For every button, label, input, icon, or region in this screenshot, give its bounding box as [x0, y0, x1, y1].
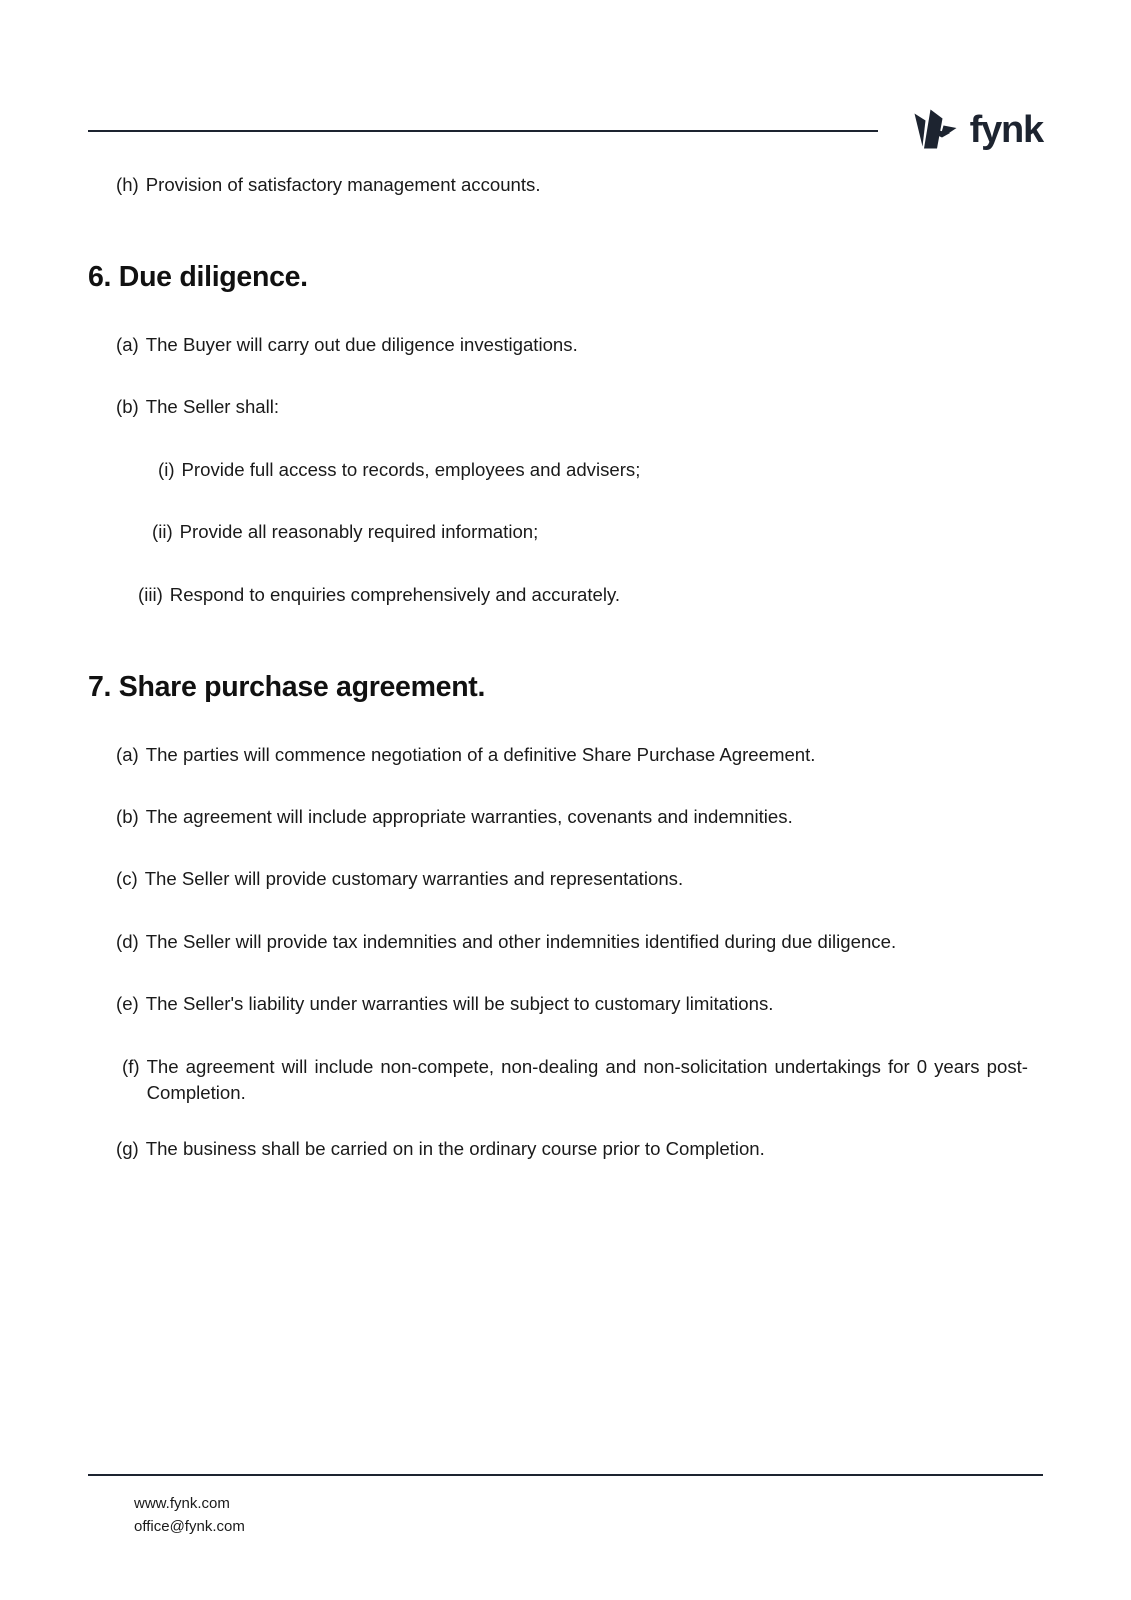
- clause-marker: (b): [116, 396, 139, 418]
- clause-7d: [88, 929, 1028, 955]
- clause-marker: (e): [116, 993, 139, 1015]
- clause-marker: (g): [116, 1138, 139, 1160]
- spacer: [88, 1106, 1028, 1136]
- clause-marker: (iii): [138, 583, 163, 605]
- clause-marker: (i): [158, 458, 175, 480]
- spacer: [88, 358, 1028, 394]
- clause-text: The Seller will provide tax indemnities and other indemnities identified during due diligence.: [145, 930, 897, 952]
- spacer: [88, 893, 1028, 929]
- spacer: [88, 483, 1028, 519]
- subclause-6b-iii: [88, 582, 1028, 608]
- spacer: [88, 421, 1028, 457]
- spacer: [88, 1018, 1028, 1054]
- spacer: [88, 955, 1028, 991]
- page-header: [88, 100, 1043, 160]
- spacer: [88, 768, 1028, 804]
- clause-marker: (d): [116, 930, 139, 952]
- clause-text: The Buyer will carry out due diligence investigations.: [145, 334, 578, 356]
- clause-6b: [88, 394, 1028, 420]
- clause-text: The Seller's liability under warranties will be subject to customary limitations.: [145, 993, 774, 1015]
- spacer: [88, 296, 1028, 332]
- subclause-6b-i: [88, 457, 1028, 483]
- footer-website[interactable]: www.fynk.com: [134, 1495, 230, 1512]
- clause-7g: [88, 1136, 1028, 1162]
- clause-text: Respond to enquiries comprehensively and accurately.: [169, 583, 621, 605]
- footer-divider: [88, 1474, 1043, 1476]
- subclause-6b-ii: [88, 519, 1028, 545]
- spacer: [88, 546, 1028, 582]
- clause-7f: [88, 1054, 1028, 1107]
- footer-contact: [88, 1493, 1043, 1538]
- spacer: [88, 706, 1028, 742]
- spacer: [88, 830, 1028, 866]
- clause-marker: (c): [116, 868, 138, 890]
- clause-text: Provision of satisfactory management accounts.: [145, 174, 541, 195]
- clause-text: Provide full access to records, employees and advisers;: [181, 458, 641, 480]
- footer-email[interactable]: office@fynk.com: [134, 1517, 245, 1535]
- fynk-origami-bird-logo-icon: [906, 107, 960, 153]
- clause-text: The Seller shall:: [145, 396, 280, 418]
- clause-text: The business shall be carried on in the ordinary course prior to Completion.: [145, 1138, 765, 1160]
- clause-7b: [88, 804, 1028, 830]
- clause-7a: [88, 742, 1028, 768]
- section-heading-6: 6. Due diligence.: [88, 261, 308, 294]
- clause-marker: (a): [116, 334, 139, 356]
- document-body: [88, 172, 1028, 1163]
- spacer: [88, 608, 1028, 670]
- clause-marker: (a): [116, 743, 139, 765]
- clause-text: The agreement will include appropriate warranties, covenants and indemnities.: [145, 805, 793, 827]
- clause-text: Provide all reasonably required information;: [179, 521, 539, 543]
- brand-name: fynk: [969, 109, 1043, 151]
- clause-marker: (h): [116, 174, 139, 195]
- clause-6a: [88, 332, 1028, 358]
- clause-7e: [88, 991, 1028, 1017]
- section-heading-7: 7. Share purchase agreement.: [88, 670, 486, 703]
- spacer: [88, 198, 1028, 260]
- brand-logo: [906, 107, 1043, 153]
- page-footer: [88, 1474, 1043, 1538]
- header-divider: [88, 130, 878, 132]
- clause-7c: [88, 866, 1028, 892]
- clause-marker: (ii): [152, 521, 173, 543]
- clause-marker: (b): [116, 805, 139, 827]
- clause-h: [88, 172, 1028, 198]
- clause-text: The Seller will provide customary warranties and representations.: [144, 868, 684, 890]
- clause-text: The agreement will include non-compete, non-dealing and non-solicitation undertakings for 0 years post-Completion.: [146, 1055, 1028, 1103]
- clause-marker: (f): [122, 1055, 140, 1077]
- clause-text: The parties will commence negotiation of a definitive Share Purchase Agreement.: [145, 743, 816, 765]
